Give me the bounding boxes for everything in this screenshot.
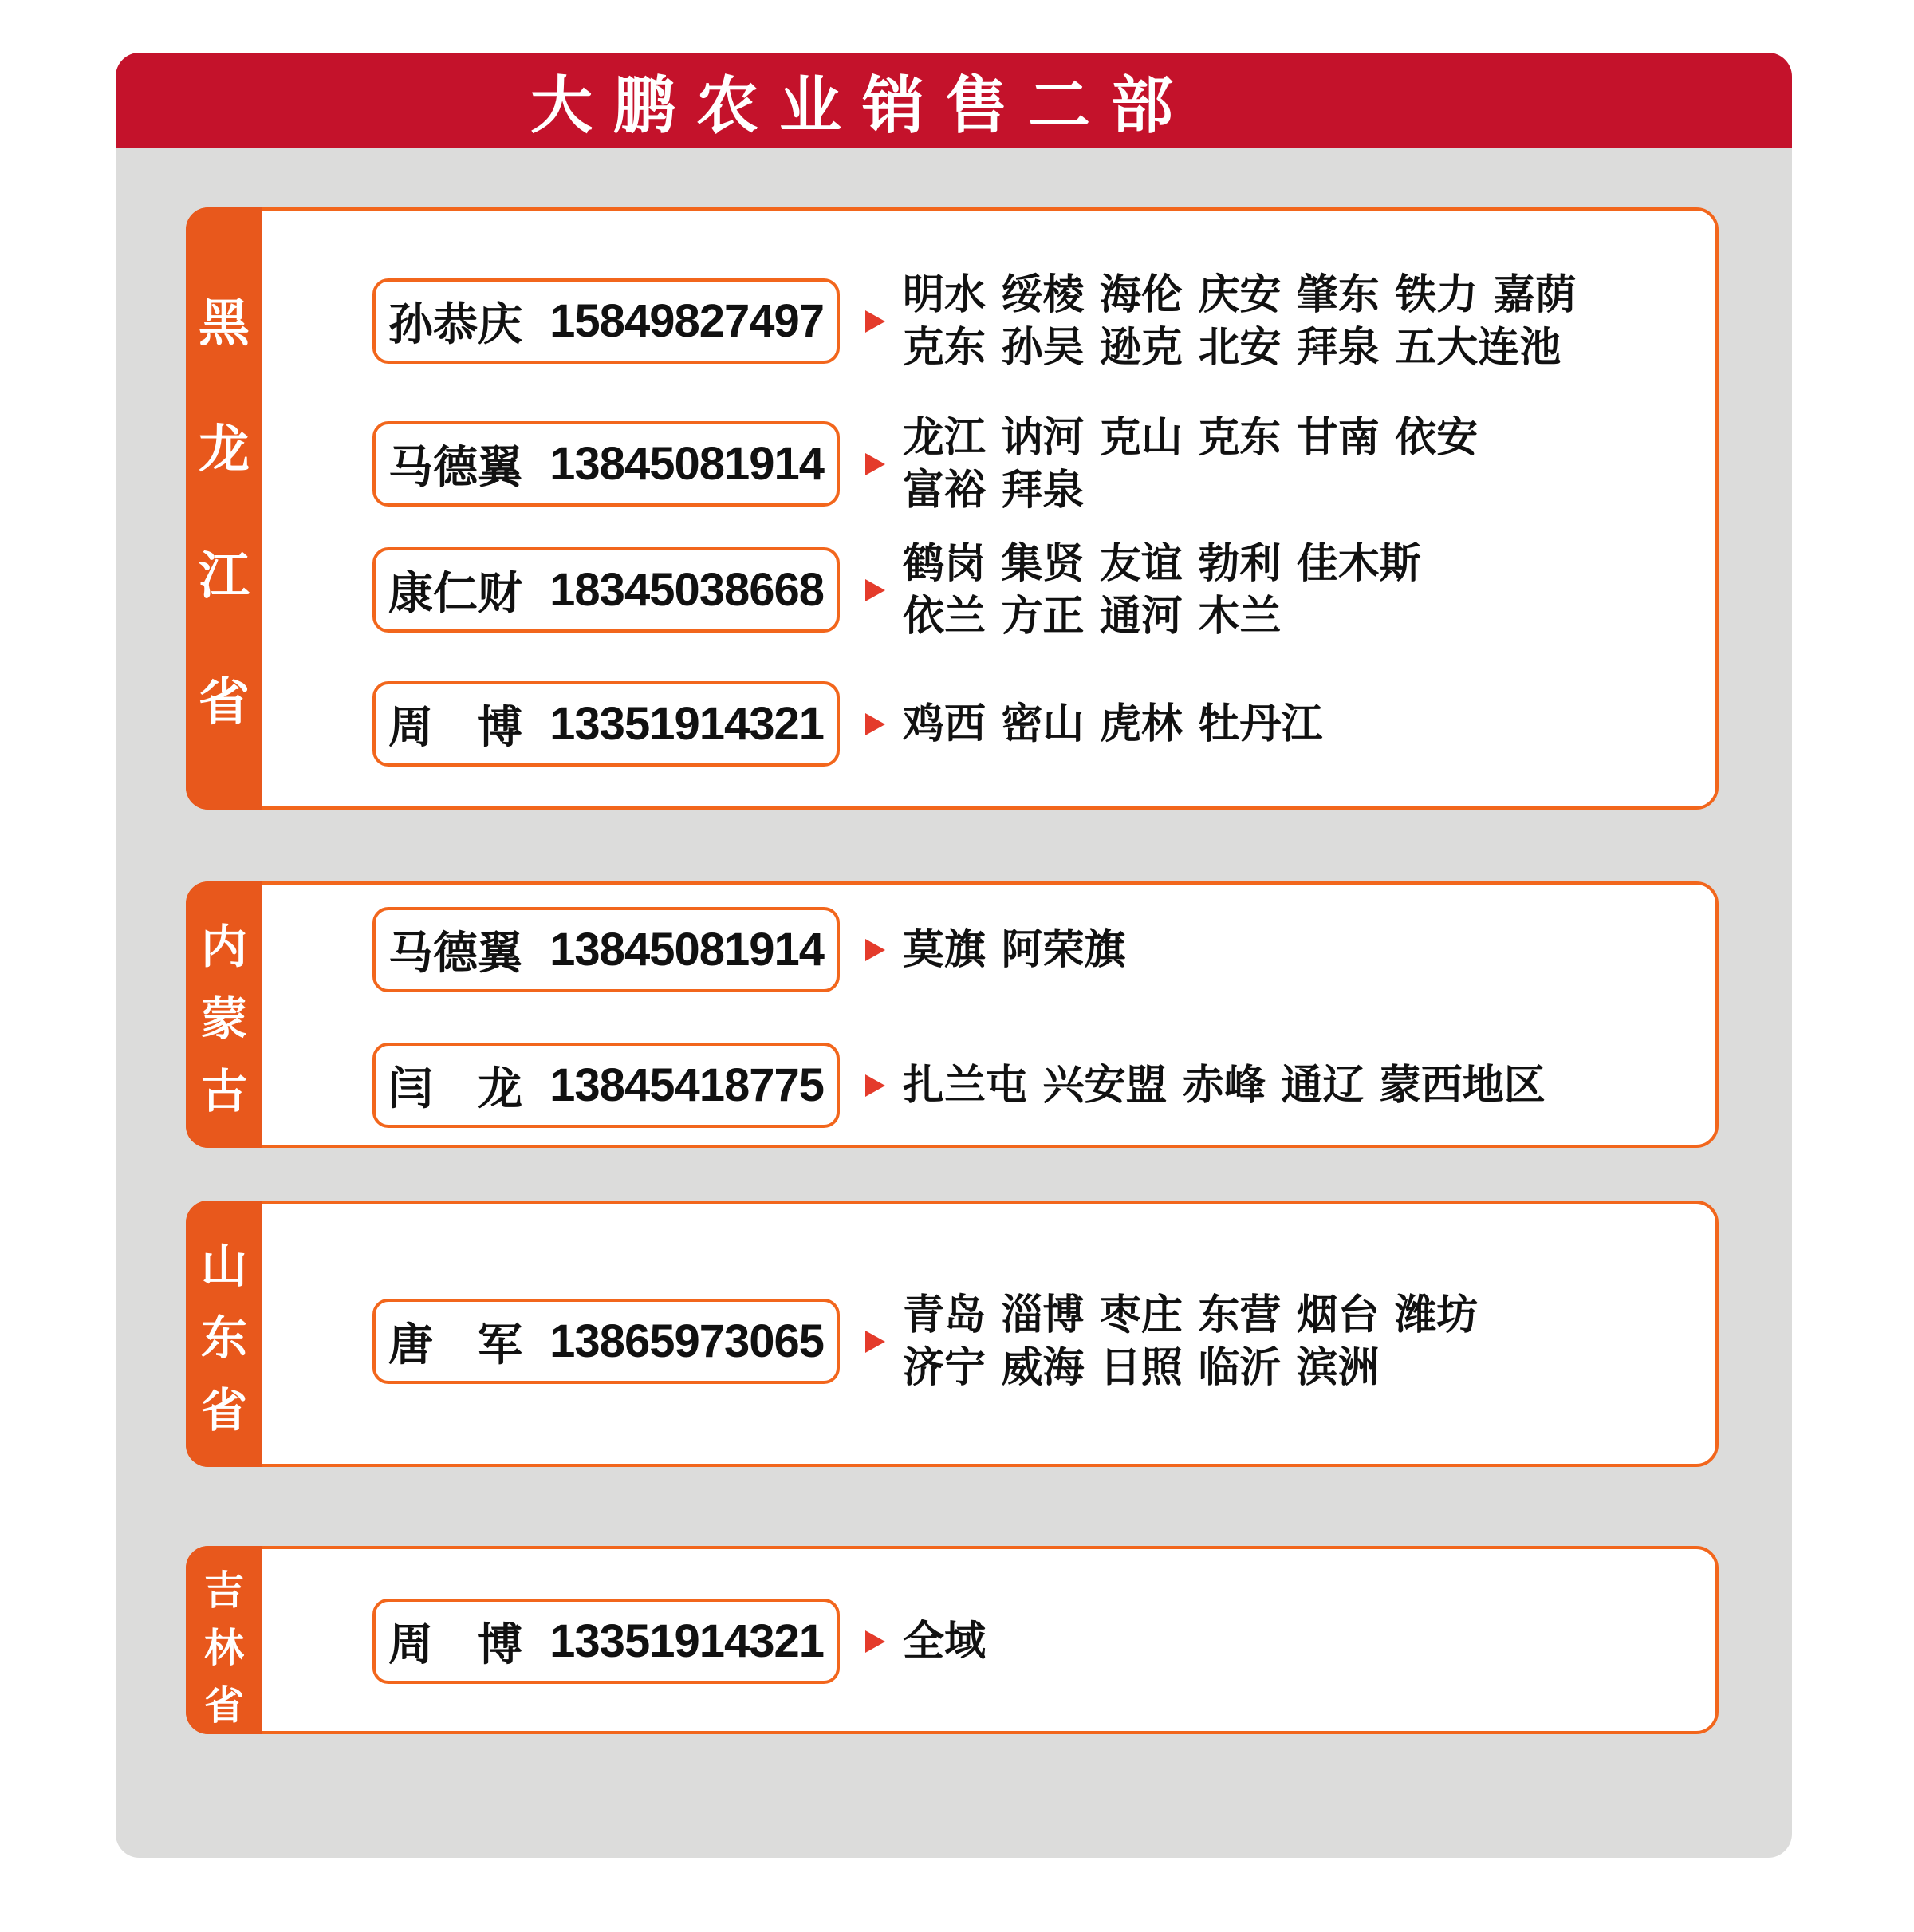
contact-row <box>372 907 1125 992</box>
contact-row <box>372 1291 1479 1391</box>
region-list <box>903 1615 986 1668</box>
contact-box <box>372 278 840 364</box>
header-bar <box>116 53 1792 148</box>
directory-panel <box>116 53 1792 1858</box>
contact-phone: 13845081914 <box>549 924 824 976</box>
contact-phone: 13351914321 <box>549 698 824 750</box>
arrow-right-icon <box>865 1331 885 1353</box>
region-line: 全域 <box>903 1618 987 1665</box>
contact-box <box>372 1599 840 1684</box>
province-label: 山 东 省 <box>200 1240 247 1437</box>
region-list <box>903 269 1577 374</box>
contact-name: 周 博 <box>388 1619 522 1670</box>
province-tab <box>186 1201 262 1467</box>
contact-box <box>372 547 840 633</box>
contact-row <box>372 1599 986 1684</box>
contact-name: 闫 龙 <box>388 1063 522 1114</box>
arrow-right-icon <box>865 1630 885 1653</box>
section-neimenggu <box>186 881 1719 1148</box>
contact-phone: 13845418775 <box>549 1059 824 1111</box>
region-list <box>903 1059 1546 1112</box>
region-line: 莫旗 阿荣旗 <box>903 926 1126 973</box>
province-tab <box>186 1546 262 1734</box>
contact-box <box>372 421 840 507</box>
contact-row <box>372 414 1479 514</box>
region-list <box>903 412 1478 517</box>
region-list <box>903 538 1421 643</box>
contact-row <box>372 271 1577 371</box>
region-list <box>903 698 1322 751</box>
contact-name: 马德翼 <box>388 927 522 978</box>
region-line: 鹤岗 集贤 友谊 勃利 佳木斯 <box>903 540 1421 587</box>
province-label: 黑 龙 江 省 <box>199 294 250 731</box>
contact-box <box>372 907 840 992</box>
contact-phone: 13845081914 <box>549 438 824 490</box>
contact-row <box>372 1043 1546 1128</box>
arrow-right-icon <box>865 1074 885 1097</box>
contact-box <box>372 1299 840 1384</box>
contact-row <box>372 681 1322 767</box>
contact-name: 康仁财 <box>388 567 522 618</box>
contact-phone: 13351914321 <box>549 1615 824 1667</box>
arrow-right-icon <box>865 453 885 475</box>
section-shandong <box>186 1201 1719 1467</box>
arrow-right-icon <box>865 939 885 961</box>
region-line: 克东 孙吴 逊克 北安 拜泉 五大连池 <box>903 324 1562 371</box>
contact-phone: 15849827497 <box>549 295 824 347</box>
region-line: 扎兰屯 兴安盟 赤峰 通辽 蒙西地区 <box>903 1062 1546 1109</box>
contact-name: 孙恭庆 <box>388 298 522 349</box>
page-title: 大鹏农业销售二部 <box>530 70 1194 140</box>
contact-phone: 13865973065 <box>549 1315 824 1367</box>
contact-row <box>372 540 1421 640</box>
contact-name: 唐 军 <box>388 1319 522 1370</box>
arrow-right-icon <box>865 579 885 601</box>
region-list <box>903 924 1125 976</box>
region-line: 济宁 威海 日照 临沂 滨洲 <box>903 1344 1380 1391</box>
contact-box <box>372 681 840 767</box>
province-label: 吉 林 省 <box>204 1568 244 1728</box>
region-line: 鸡西 密山 虎林 牡丹江 <box>903 700 1323 747</box>
arrow-right-icon <box>865 310 885 333</box>
region-line: 富裕 拜泉 <box>903 467 1085 514</box>
contact-phone: 18345038668 <box>549 564 824 616</box>
section-heilongjiang <box>186 207 1719 810</box>
region-line: 龙江 讷河 克山 克东 甘南 依安 <box>903 414 1479 461</box>
region-line: 明水 绥棱 海伦 庆安 肇东 铁力 嘉荫 <box>903 271 1577 318</box>
province-label: 内 蒙 古 <box>200 921 247 1118</box>
contact-name: 马德翼 <box>388 441 522 492</box>
region-line: 依兰 方正 通河 木兰 <box>903 593 1282 640</box>
province-tab <box>186 207 262 810</box>
province-tab <box>186 881 262 1148</box>
contact-box <box>372 1043 840 1128</box>
arrow-right-icon <box>865 713 885 735</box>
region-line: 青岛 淄博 枣庄 东营 烟台 潍坊 <box>903 1291 1479 1339</box>
region-list <box>903 1289 1478 1394</box>
contact-name: 周 博 <box>388 701 522 752</box>
section-jilin <box>186 1546 1719 1734</box>
